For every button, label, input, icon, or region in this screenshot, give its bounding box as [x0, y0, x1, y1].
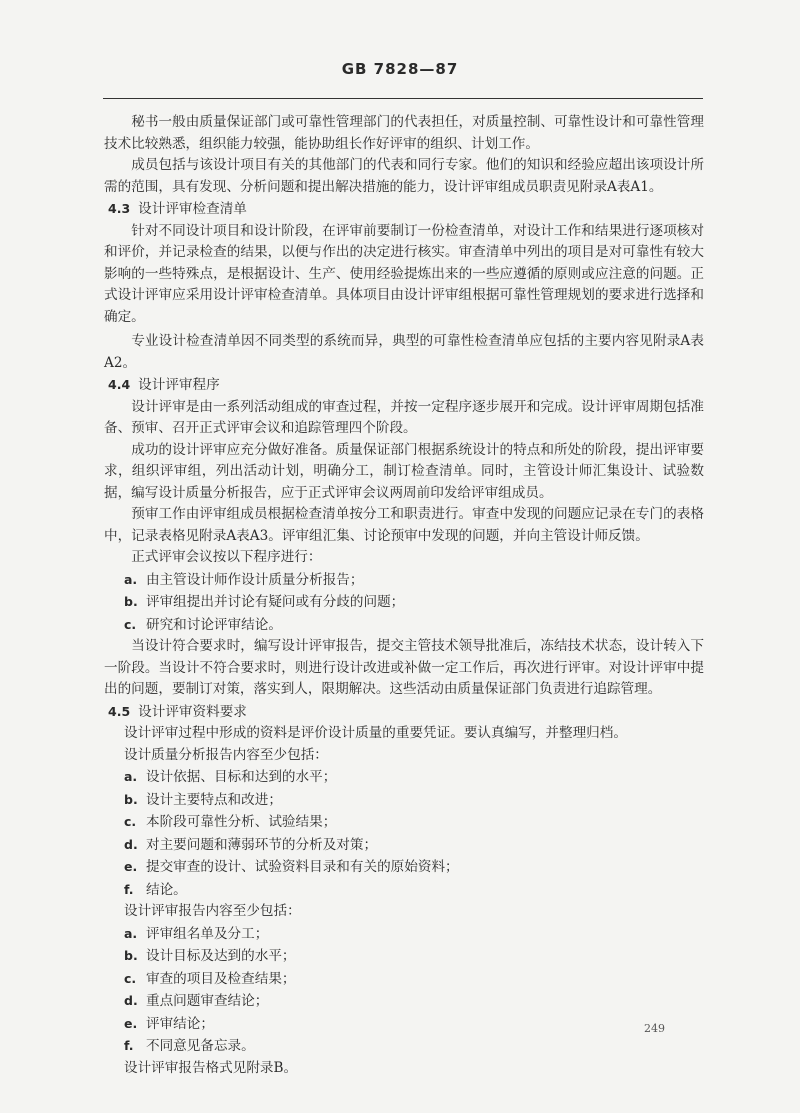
paragraph: 设计评审报告格式见附录B。 [124, 1059, 298, 1076]
paragraph-secretary: 秘书一般由质量保证部门或可靠性管理部门的代表担任，对质量控制、可靠性设计和可靠性管理技术比较熟悉，组织能力较强，能协助组长作好评审的组织、计划工作。 [104, 114, 704, 152]
list-item: b. 评审组提出并讨论有疑问或有分歧的问题； [124, 594, 405, 610]
list-item: f. 结论。 [124, 881, 187, 898]
list-item: f. 不同意见备忘录。 [124, 1038, 255, 1054]
section-4-4-heading [104, 374, 704, 397]
section-4-3-heading [104, 198, 704, 221]
section-title: 设计评审资料要求 [138, 703, 247, 720]
section-title: 设计评审程序 [138, 377, 220, 393]
list-item: c. 本阶段可靠性分析、试验结果； [124, 814, 337, 830]
paragraph: 成功的设计评审应充分做好准备。质量保证部门根据系统设计的特点和所处的阶段，提出评审要求，组织评审组，列出活动计划，明确分工，制订检查清单。同时，主管设计师汇集设计、试验数据，编写设计质量分析报告，应于正式评审会议两周前印发给评审组成员。 [104, 441, 704, 501]
section-number: 4.4 [108, 377, 131, 392]
paragraph: 针对不同设计项目和设计阶段，在评审前要制订一份检查清单，对设计工作和结果进行逐项核对和评价，并记录检查的结果，以便与作出的决定进行核实。审查清单中列出的项目是对可靠性有较大影响的一些特殊点，是根据设计、生产、使用经验提炼出来的一些应遵循的原则或应注意的问题。正式设计评审应采用设计评审检查清单。具体项目由设计评审组根据可靠性管理规划的要求进行选择和确定。 [104, 222, 704, 325]
paragraph: 设计评审过程中形成的资料是评价设计质量的重要凭证。要认真编写，并整理归档。 [124, 725, 627, 741]
list-title: 设计评审报告内容至少包括： [124, 903, 301, 919]
list-item: c. 审查的项目及检查结果； [124, 970, 296, 987]
list-item: d. 重点问题审查结论； [124, 993, 269, 1009]
list-item: a. 设计依据、目标和达到的水平； [124, 769, 337, 785]
document-body [104, 112, 704, 1079]
list-item: e. 提交审查的设计、试验资料目录和有关的原始资料； [124, 859, 459, 875]
paragraph: 当设计符合要求时，编写设计评审报告，提交主管技术领导批准后，冻结技术状态，设计转入下一阶段。当设计不符合要求时，则进行设计改进或补做一定工作后，再次进行评审。对设计评审中提出的问题，要制订对策，落实到人，限期解决。这些活动由质量保证部门负责进行追踪管理。 [104, 638, 704, 697]
list-title: 设计质量分析报告内容至少包括： [124, 746, 328, 763]
list-item: a. 评审组名单及分工； [124, 925, 269, 942]
list-item: e. 评审结论； [124, 1015, 214, 1032]
list-item: b. 设计目标及达到的水平； [124, 948, 296, 964]
paragraph: 设计评审是由一系列活动组成的审查过程，并按一定程序逐步展开和完成。设计评审周期包括准备、预审、召开正式评审会议和追踪管理四个阶段。 [104, 398, 704, 436]
list-item: b. 设计主要特点和改进； [124, 791, 282, 808]
section-4-5-heading [104, 701, 704, 724]
header-rule [103, 98, 703, 99]
section-number: 4.3 [108, 201, 131, 216]
page-number: 249 [644, 1022, 665, 1035]
paragraph-members: 成员包括与该设计项目有关的其他部门的代表和同行专家。他们的知识和经验应超出该项设计所需的范围，具有发现、分析问题和提出解决措施的能力，设计评审组成员职责见附录A表A1。 [104, 157, 704, 195]
list-item: c. 研究和讨论评审结论。 [124, 616, 282, 633]
paragraph: 专业设计检查清单因不同类型的系统而异，典型的可靠性检查清单应包括的主要内容见附录A表A2。 [104, 333, 704, 371]
section-title: 设计评审检查清单 [138, 201, 247, 217]
list-item: a. 由主管设计师作设计质量分析报告； [124, 571, 364, 588]
standard-number-header: GB 7828—87 [341, 60, 459, 78]
section-number: 4.5 [108, 703, 131, 719]
list-item: d. 对主要问题和薄弱环节的分析及对策； [124, 836, 378, 853]
paragraph: 预审工作由评审组成员根据检查清单按分工和职责进行。审查中发现的问题应记录在专门的表格中，记录表格见附录A表A3。评审组汇集、讨论预审中发现的问题，并向主管设计师反馈。 [104, 506, 704, 544]
paragraph: 正式评审会议按以下程序进行： [131, 549, 322, 565]
